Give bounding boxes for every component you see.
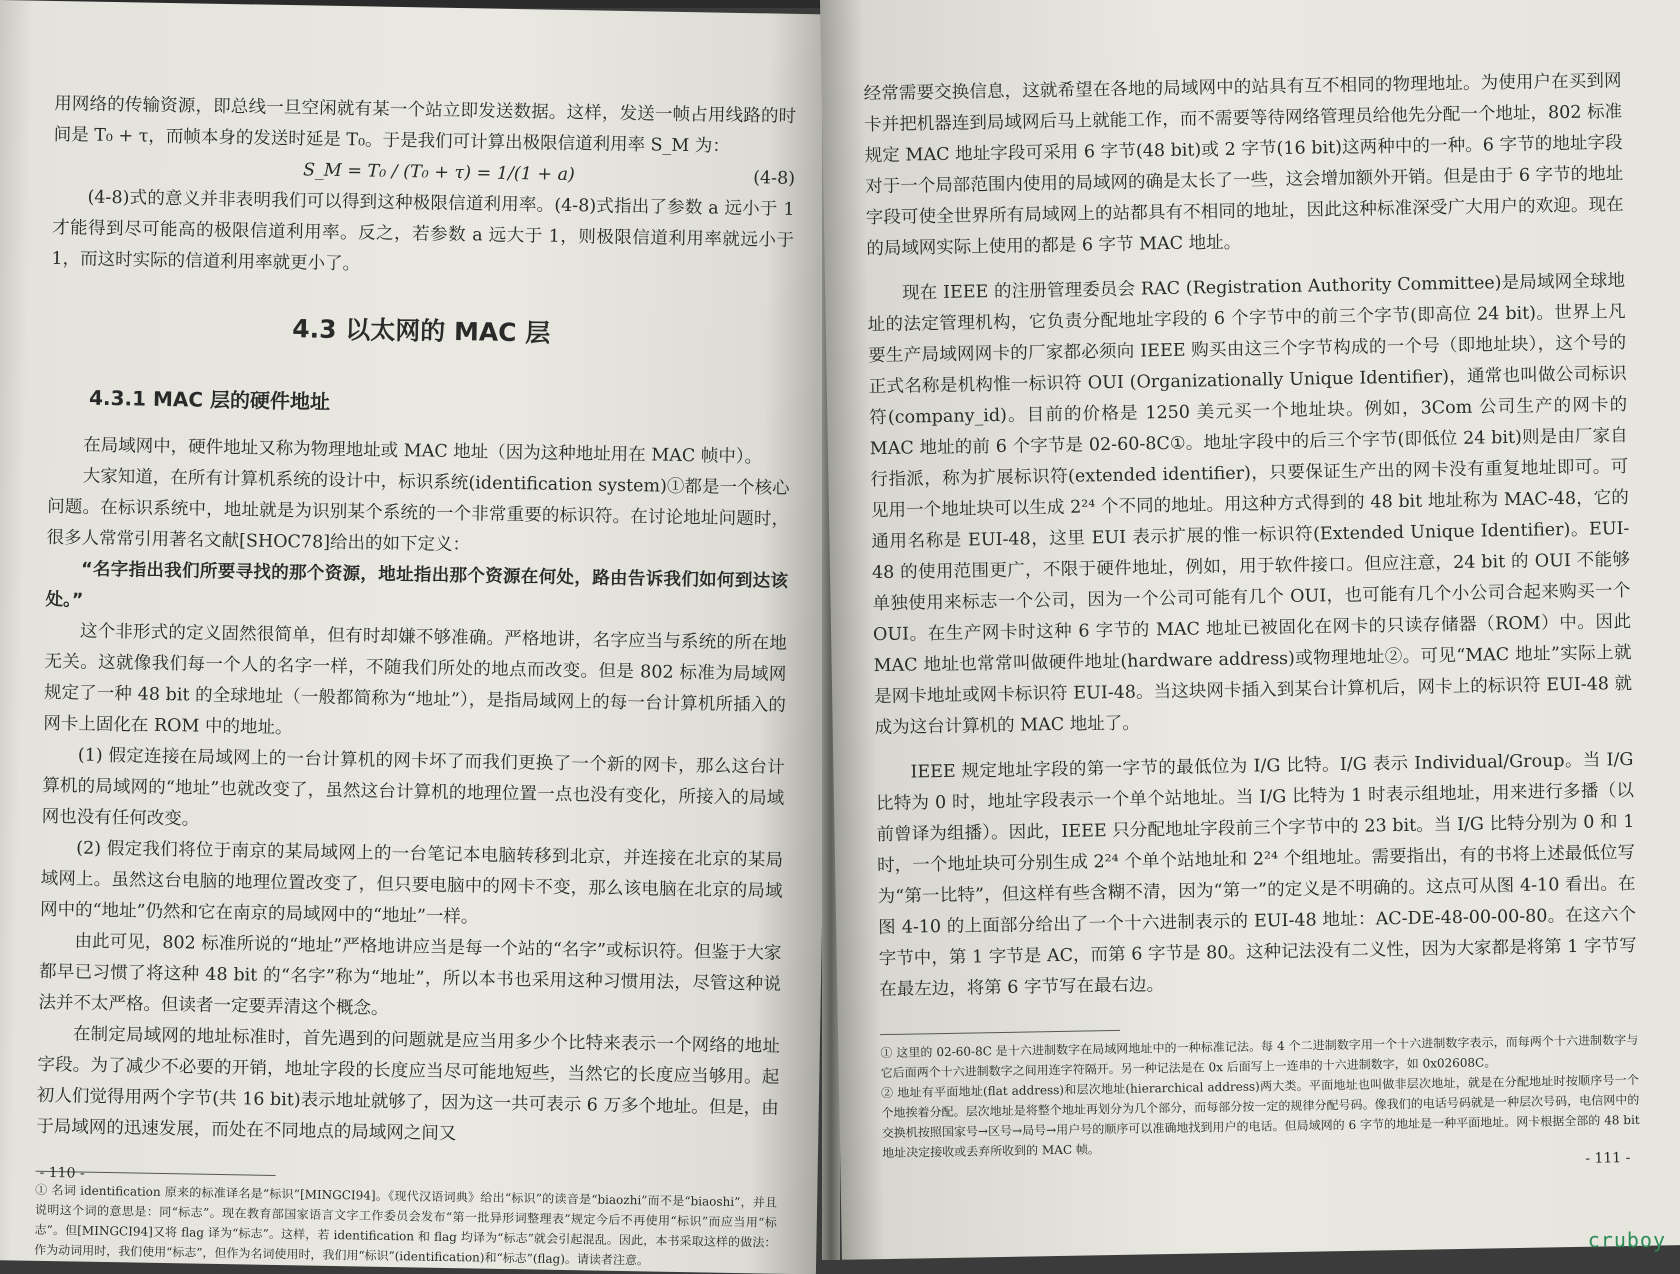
left-para-7: (2) 假定我们将位于南京的某局域网上的一台笔记本电脑转移到北京，并连接在北京的某局域网上。虽然这台电脑的地理位置改变了，但只要电脑中的网卡不变，那么该电脑在北京的局域网中的“地址”仍然和它在南京的局域网中的“地址”一样。: [39, 838, 784, 928]
left-para-5: 这个非形式的定义固然很简单，但有时却嫌不够准确。严格地讲，名字应当与系统的所在地无关。这就像我们每一个人的名字一样，不随我们所处的地点而改变。但是 802 标准为局域网规定了一种 48 bit 的全球地址（一般都简称为“地址”），是指局域网上的每一台计算机所插入的网卡上固化在 ROM 中的地址。: [43, 621, 788, 739]
left-para-2: (4-8)式的意义并非表明我们可以得到这种极限信道利用率。(4-8)式指出了参数 a 远小于 1 才能得到尽可能高的极限信道利用率。反之，若参数 a 远大于 1，则极限信道利用率就远小于 1，而这时实际的信道利用率就更小了。: [51, 187, 795, 275]
right-para-3: IEEE 规定地址字段的第一字节的最低位为 I/G 比特。I/G 表示 Individual/Group。当 I/G 比特为 0 时，地址字段表示一个单个站地址。当 I/G 比特为 1 时表示组地址，用来进行多播（以前曾译为组播）。因此，IEEE 只分配地址字段前三个字节中的 23 bit。当 I/G 比特分别为 0 和 1 时，一个地址块可分别生成 2²⁴ 个单个站地址和 2²⁴ 个组地址。需要指出，有的书将上述最低位写为“第一比特”，但这样有些含糊不清，因为“第一”的定义是不明确的。这点可从图 4-10 看出。在图 4-10 的上面部分给出了一个十六进制表示的 EUI-48 地址：AC-DE-48-00-00-80。在这六个字节中，第 1 字节是 AC，而第 6 字节是 80。这种记法没有二义性，因为大家都是将第 1 字节写在最左边，将第 6 字节写在最右边。: [875, 749, 1637, 1001]
left-para-1: 用网络的传输资源，即总线一旦空闲就有某一个站立即发送数据。这样，发送一帧占用线路的时间是 T₀ + τ，而帧本身的发送时延是 T₀。于是我们可计算出极限信道利用率 S_M 为：: [53, 93, 797, 157]
right-para-1: 经常需要交换信息，这就希望在各地的局域网中的站具有互不相同的物理地址。为使用户在买到网卡并把机器连到局域网后马上就能工作，而不需要等待网络管理员给他先分配一个地址，802 标准规定 MAC 地址字段可采用 6 字节(48 bit)或 2 字节(16 bit)这两种中的一种。6 字节的地址字段对于一个局部范围内使用的局域网的确是太长了一些，这会增加额外开销。但是由于 6 字节的地址字段可使全世界所有局域网上的站都具有不相同的地址，因此这种标准深受广大用户的欢迎。现在的局域网实际上使用的都是 6 字节 MAC 地址。: [863, 71, 1624, 260]
left-para-3: 在局域网中，硬件地址又称为物理地址或 MAC 地址（因为这种地址用在 MAC 帧中）。: [83, 435, 763, 468]
right-footnote-2: ② 地址有平面地址(flat address)和层次地址(hierarchical address)两大类。平面地址也叫做非层次地址，就是在分配地址时按顺序号一个个地挨着分配。层次地址是将整个地址再划分为几个部分，而每部分按一定的规律分配号码。像我们的电话号码就是一种层次号码，电信网中的交换机按照国家号→区号→局号→用户号的顺序可以准确地找到用户的电话。但局域网的 6 字节的地址是一种平面地址。网卡根据全部的 48 bit 地址决定接收或丢弃所收到的 MAC 帧。: [880, 1072, 1640, 1161]
left-page: [0, 0, 838, 1274]
right-para-2: 现在 IEEE 的注册管理委员会 RAC (Registration Authority Committee)是局域网全球地址的法定管理机构，它负责分配地址字段的 6 个字节中的前三个字节(即高位 24 bit)。世界上凡要生产局域网网卡的厂家都必须向 IEEE 购买由这三个字节构成的一个号（即地址块），这个号的正式名称是机构惟一标识符 OUI (Organizationally Unique Identifier)，通常也叫做公司标识符(company_id)。目前的价格是 1250 美元买一个地址块。例如，3Com 公司生产的网卡的 MAC 地址的前 6 个字节是 02-60-8C①。地址字段中的后三个字节(即低位 24 bit)则是由厂家自行指派，称为扩展标识符(extended identifier)，只要保证生产出的网卡没有重复地址即可。可见用一个地址块可以生成 2²⁴ 个不同的地址。用这种方式得到的 48 bit 地址称为 MAC-48，它的通用名称是 EUI-48，这里 EUI 表示扩展的惟一标识符(Extended Unique Identifier)。EUI-48 的使用范围更广，不限于硬件地址，例如，用于软件接口。但应注意，24 bit 的 OUI 不能够单独使用来标志一个公司，因为一个公司可能有几个 OUI，也可能有几个小公司合起来购买一个 OUI。在生产网卡时这种 6 字节的 MAC 地址已被固化在网卡的只读存储器（ROM）中。因此 MAC 地址也常常叫做硬件地址(hardware address)或物理地址②。可见“MAC 地址”实际上就是网卡地址或网卡标识符 EUI-48。当这块网卡插入到某台计算机后，网卡上的标识符 EUI-48 就成为这台计算机的 MAC 地址了。: [867, 270, 1633, 739]
right-footnote-1: ① 这里的 02-60-8C 是十六进制数字在局域网地址中的一种标准记法。每 4 个二进制数字用一个十六进制数字表示，而每两个十六进制数字与它后面两个十六进制数字之间用连字符隔开。另一种记法是在 0x 后面写上一连串的十六进制数字，如 0x02608C。: [880, 1032, 1639, 1081]
right-footnote-rule: [880, 1030, 1120, 1035]
right-page-number: - 111 -: [1585, 1150, 1631, 1167]
left-para-6: (1) 假定连接在局域网上的一台计算机的网卡坏了而我们更换了一个新的网卡，那么这台计算机的局域网的“地址”也就改变了，虽然这台计算机的地理位置一点也没有变化，所接入的局域网也没有任何改变。: [41, 745, 785, 830]
right-page: [820, 0, 1680, 1260]
subsection-title: 4.3.1 MAC 层的硬件地址: [88, 385, 331, 414]
left-page-number: - 110 -: [39, 1164, 85, 1182]
left-para-8: 由此可见，802 标准所说的“地址”严格地讲应当是每一个站的“名字”或标识符。但鉴于大家都早已习惯了将这种 48 bit 的“名字”称为“地址”，所以本书也采用这种习惯用法，尽管这种说法并不太严格。但读者一定要弄清这个概念。: [38, 931, 782, 1019]
watermark: cruboy: [1587, 1228, 1666, 1252]
formula-number: (4-8): [752, 168, 796, 189]
left-para-9: 在制定局域网的地址标准时，首先遇到的问题就是应当用多少个比特来表示一个网络的地址字段。为了减少不必要的开销，地址字段的长度应当尽可能地短些，当然它的长度应当够用。起初人们觉得用两个字节(共 16 bit)表示地址就够了，因为这一共可表示 6 万多个地址。但是，由于局域网的迅速发展，而处在不同地点的局域网之间又: [36, 1024, 781, 1145]
formula-text: S_M = T₀ / (T₀ + τ) = 1/(1 + a): [302, 160, 576, 186]
left-footnote-1: ① 名词 identification 原来的标准译名是“标识”[MINGCI94]。《现代汉语词典》给出“标识”的读音是“biaozhi”而不是“biaoshi”，并且说明这个词的意思是：同“标志”。现在教育部国家语言文字工作委员会发布“第一批异形词整理表”规定今后不再使用“标识”而应当用“标志”。但[MINGCI94]又将 flag 译为“标志”。这样，若 identification 和 flag 均译为“标志”就会引起混乱。因此，本书采取这样的做法：作为动词用时，我们使用“标志”，但作为名词使用时，我们用“标识”(identification)和“标志”(flag)。请读者注意。: [34, 1182, 778, 1268]
shoch-quote: “名字指出我们所要寻找的那个资源，地址指出那个资源在何处，路由告诉我们如何到达该处。”: [45, 559, 789, 611]
left-para-4: 大家知道，在所有计算机系统的设计中，标识系统(identification system)①都是一个核心问题。在标识系统中，地址就是为识别某个系统的一个非常重要的标识符。在讨论地址问题时，很多人常常引用著名文献[SHOC78]给出的如下定义：: [46, 466, 790, 556]
section-title: 4.3 以太网的 MAC 层: [292, 314, 551, 348]
